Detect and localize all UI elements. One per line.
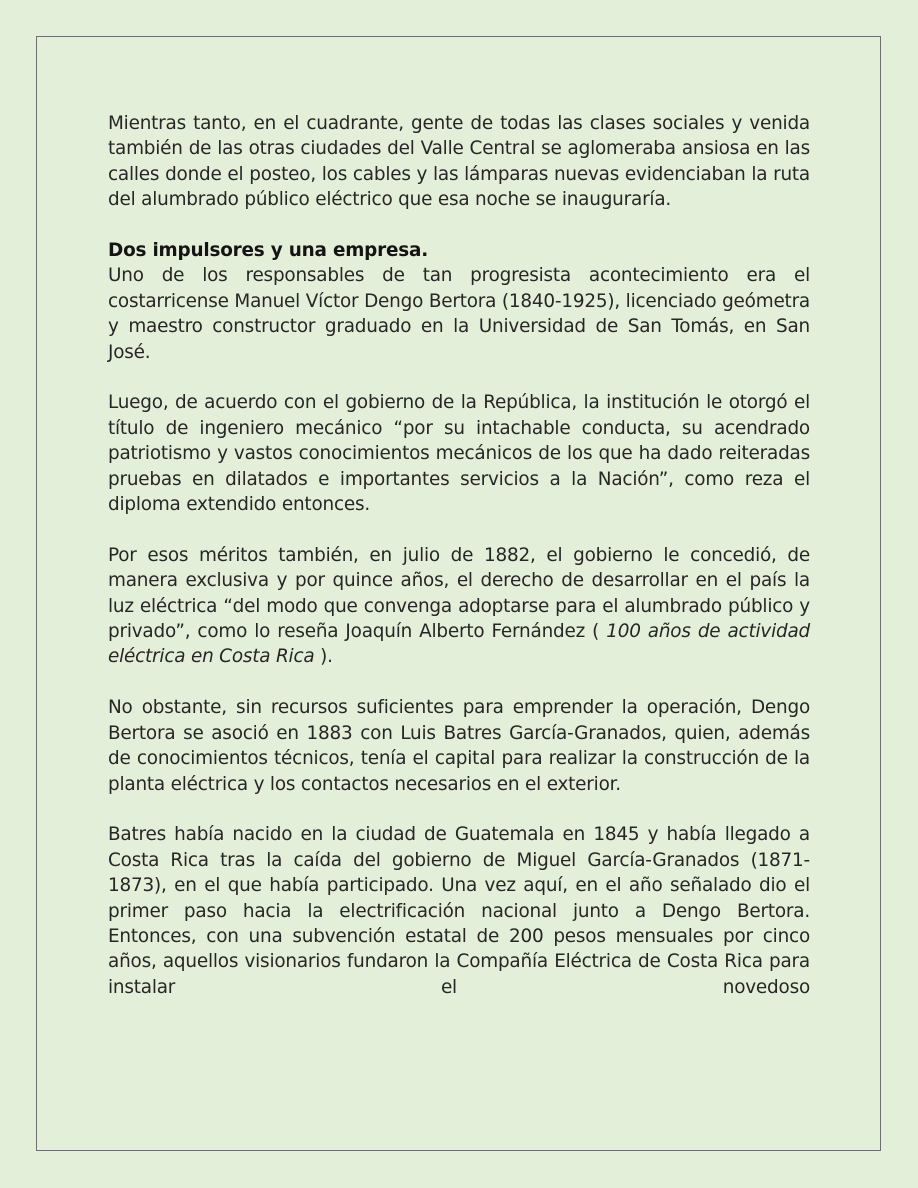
paragraph-4-end: ).	[314, 646, 333, 668]
paragraph-6: Batres había nacido en la ciudad de Guatemala en 1845 y había llegado a Costa Rica tras la caída del gobierno de Miguel García-Granados (1871-1873), en el que había participado. Una vez aquí, en el año señalado dio el primer paso hacia la electrificación nacional junto a Dengo Bertora. Entonces, con una subvención estatal de 200 pesos mensuales por cinco años, aquellos visionarios fundaron la Compañía Eléctrica de Costa Rica para instalar el novedoso	[108, 824, 810, 998]
paragraph-2-block	[108, 238, 810, 365]
paragraph-4-text: Por esos méritos también, en julio de 1882, el gobierno le concedió, de manera exclusiva y por quince años, el derecho de desarrollar en el país la luz eléctrica “del modo que convenga adoptarse para el alumbrado público y privado”, como lo reseña Joaquín Alberto Fernández (	[108, 544, 810, 643]
section-heading: Dos impulsores y una empresa.	[108, 240, 429, 262]
paragraph-4	[108, 543, 810, 670]
paragraph-2: Uno de los responsables de tan progresista acontecimiento era el costarricense Manuel Víctor Dengo Bertora (1840-1925), licenciado geómetra y maestro constructor graduado en la Universidad de San Tomás, en San José.	[108, 265, 810, 363]
paragraph-5: No obstante, sin recursos suficientes para emprender la operación, Dengo Bertora se asoció en 1883 con Luis Batres García-Granados, quien, además de conocimientos técnicos, tenía el capital para realizar la construcción de la planta eléctrica y los contactos necesarios en el exterior.	[108, 697, 810, 795]
article-body	[108, 111, 810, 1000]
paragraph-1: Mientras tanto, en el cuadrante, gente de todas las clases sociales y venida también de las otras ciudades del Valle Central se aglomeraba ansiosa en las calles donde el posteo, los cables y las lámparas nuevas evidenciaban la ruta del alumbrado público eléctrico que esa noche se inauguraría.	[108, 113, 810, 211]
book-title: 100 años de actividad eléctrica en Costa Rica	[108, 621, 810, 668]
paragraph-3: Luego, de acuerdo con el gobierno de la República, la institución le otorgó el título de ingeniero mecánico “por su intachable conducta, su acendrado patriotismo y vastos conocimientos mecánicos de los que ha dado reiteradas pruebas en dilatados e importantes servicios a la Nación”, como reza el diploma extendido entonces.	[108, 392, 810, 516]
